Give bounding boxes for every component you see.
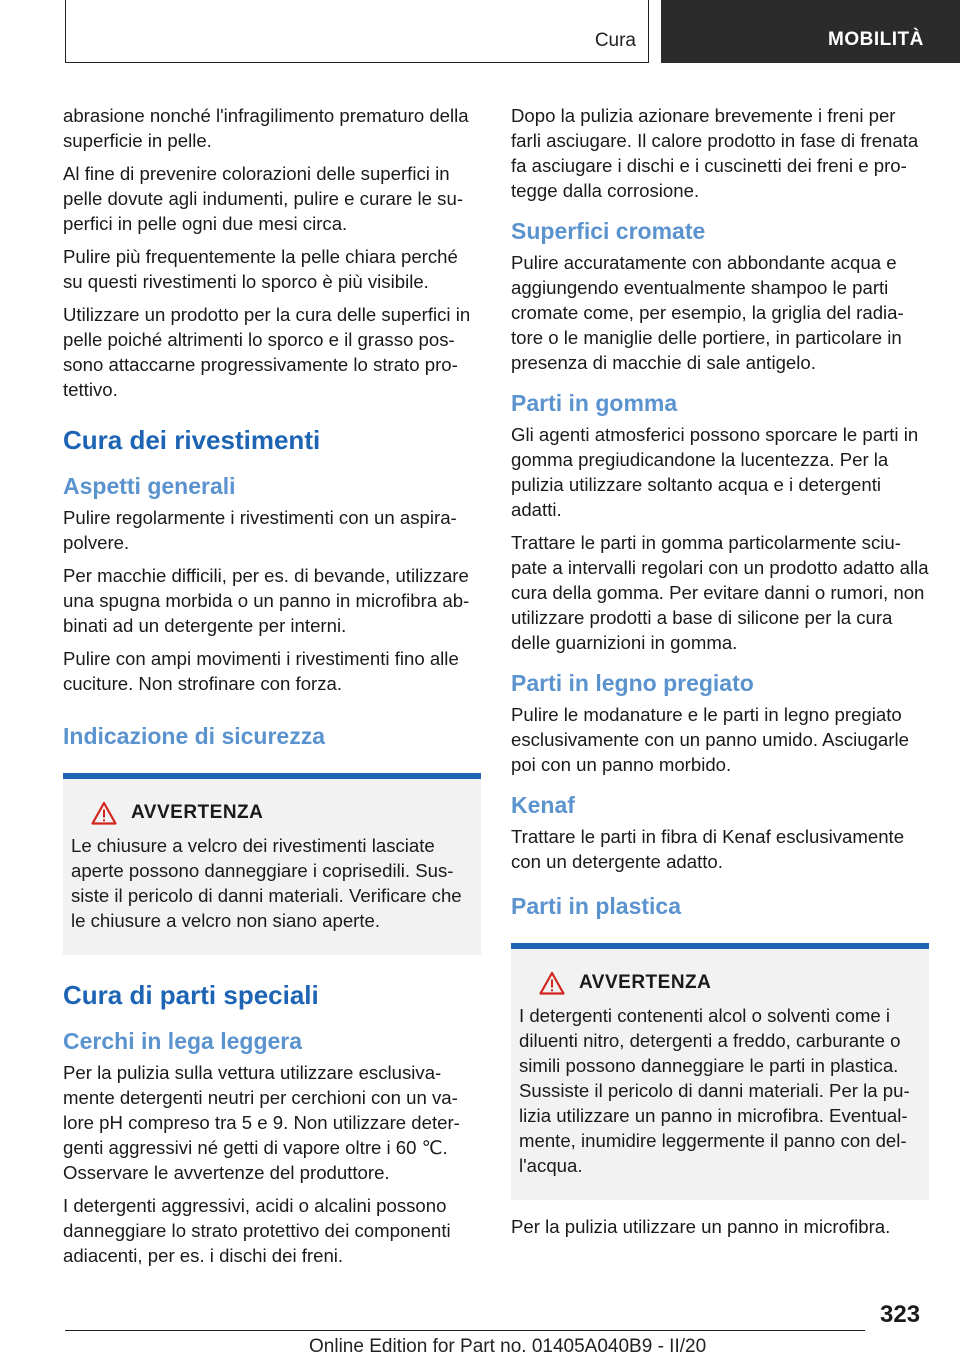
paragraph: Dopo la pulizia azionare brevemente i freni per farli asciugare. Il calore prodotto in fase di frenata fa asciugare i dischi e i cuscinetti dei freni e protegge dalla corrosione. (511, 105, 919, 201)
subheading-kenaf: Kenaf (511, 792, 575, 818)
warning-header (539, 971, 919, 995)
warning-triangle-icon (91, 801, 117, 825)
subheading-parti-plastica: Parti in plastica (511, 893, 682, 919)
subheading-indicazione-sicurezza: Indicazione di sicurezza (63, 723, 326, 749)
warning-text: I detergenti contenenti alcol o solventi come i diluenti nitro, detergenti a freddo, carburante o simili possono danneggiare le parti in plastica. Sussiste il pericolo di danni materiali. Per la pulizia utilizzare un panno in microfibra. Eventualmente, inumidire leggermente il panno con dell'acqua. (519, 1005, 910, 1176)
header-frame (65, 0, 649, 63)
warning-box (511, 943, 929, 1200)
subheading-aspetti-generali: Aspetti generali (63, 473, 236, 499)
paragraph: Al fine di prevenire colorazioni delle superfici in pelle dovute agli indumenti, pulire e curare le superfici in pelle ogni due mesi circa. (63, 163, 464, 234)
subheading-superfici-cromate: Superfici cromate (511, 218, 706, 244)
chapter-heading-cura-rivestimenti: Cura dei rivestimenti (63, 425, 321, 455)
paragraph: Pulire le modanature e le parti in legno pregiato esclusivamente con un panno umido. Asciugarle poi con un panno morbido. (511, 704, 909, 775)
warning-box (63, 773, 481, 955)
paragraph: Per macchie difficili, per es. di bevande, utilizzare una spugna morbida o un panno in microfibra abbinati ad un detergente per interni. (63, 565, 470, 636)
paragraph: Per la pulizia sulla vettura utilizzare esclusivamente detergenti neutri per cerchioni con un valore pH compreso tra 5 e 9. Non utilizzare detergenti aggressivi né getti di vapore oltre i 60 ℃. Osservare le avvertenze del produttore. (63, 1062, 460, 1183)
header-section-title: Cura (594, 30, 636, 51)
right-column (511, 103, 929, 1247)
paragraph: Pulire regolarmente i rivestimenti con un aspirapolvere. (63, 507, 457, 553)
header-chapter-label: MOBILITÀ (828, 29, 924, 50)
paragraph: Utilizzare un prodotto per la cura delle superfici in pelle poiché altrimenti lo sporco e il grasso possono attaccarne progressivamente lo strato protettivo. (63, 304, 471, 400)
warning-triangle-icon (539, 971, 565, 995)
paragraph: abrasione nonché l'infragilimento prematuro della superficie in pelle. (63, 105, 469, 151)
warning-title: AVVERTENZA (131, 802, 264, 823)
subheading-parti-gomma: Parti in gomma (511, 390, 678, 416)
subheading-cerchi-lega: Cerchi in lega leggera (63, 1028, 303, 1054)
subheading-parti-legno: Parti in legno pregiato (511, 670, 754, 696)
footer-edition: Online Edition for Part no. 01405A040B9 - II/20 (309, 1336, 707, 1357)
warning-header (91, 801, 471, 825)
paragraph: Trattare le parti in fibra di Kenaf esclusivamente con un detergente adatto. (511, 826, 905, 872)
paragraph: Pulire con ampi movimenti i rivestimenti fino alle cuciture. Non strofinare con forza. (63, 648, 459, 694)
header-chapter-tab (661, 0, 960, 63)
page-number: 323 (880, 1301, 921, 1328)
paragraph: Gli agenti atmosferici possono sporcare le parti in gomma pregiudicandone la lucentezza. Per la pulizia utilizzare soltanto acqua e i detergenti adatti. (511, 424, 919, 520)
left-column (63, 103, 481, 1276)
paragraph: Pulire accuratamente con abbondante acqua e aggiungendo eventualmente shampoo le parti cromate come, per esempio, la griglia del radiatore o le maniglie delle portiere, in particolare in presenza di macchie di sale antigelo. (511, 252, 904, 373)
paragraph: I detergenti aggressivi, acidi o alcalini possono danneggiare lo strato protettivo dei componenti adiacenti, per es. i dischi dei freni. (63, 1195, 451, 1266)
warning-text: Le chiusure a velcro dei rivestimenti lasciate aperte possono danneggiare i coprisedili. Sussiste il pericolo di danni materiali. Verificare che le chiusure a velcro non siano aperte. (71, 835, 462, 931)
footer-divider (65, 1330, 865, 1331)
chapter-heading-parti-speciali: Cura di parti speciali (63, 980, 319, 1010)
paragraph: Pulire più frequentemente la pelle chiara perché su questi rivestimenti lo sporco è più visibile. (63, 246, 458, 292)
paragraph: Trattare le parti in gomma particolarmente sciupate a intervalli regolari con un prodotto adatto alla cura della gomma. Per evitare danni o rumori, non utilizzare prodotti a base di silicone per la cura delle guarnizioni in gomma. (511, 532, 929, 653)
warning-title: AVVERTENZA (579, 972, 712, 993)
paragraph: Per la pulizia utilizzare un panno in microfibra. (511, 1216, 891, 1237)
